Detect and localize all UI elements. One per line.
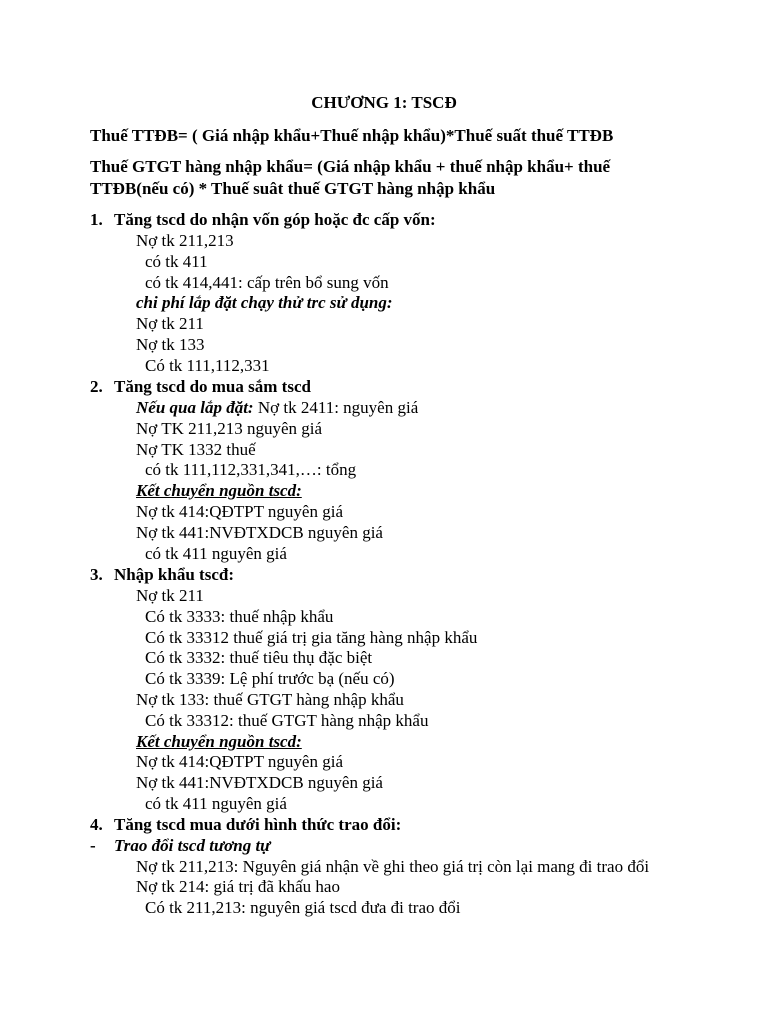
entry-line: Có tk 33312 thuế giá trị gia tăng hàng nhập khẩu — [145, 628, 478, 647]
entry-line: Nợ TK 211,213 nguyên giá — [136, 419, 323, 438]
section-heading-2 — [90, 376, 311, 397]
subheading-installation: Nếu qua lắp đặt: — [136, 398, 254, 417]
section-heading-text: Tăng tscd mua dưới hình thức trao đổi: — [114, 815, 402, 834]
section-heading-text: Tăng tscd do nhận vốn góp hoặc đc cấp vốn: — [114, 210, 436, 229]
section-number: 1. — [90, 210, 103, 229]
page-title: CHƯƠNG 1: TSCĐ — [311, 93, 457, 112]
section-heading-4 — [90, 814, 401, 835]
entry-line: Có tk 3333: thuế nhập khẩu — [145, 607, 334, 626]
section-heading-text: Tăng tscd do mua sắm tscd — [114, 377, 311, 396]
entry-line: có tk 411 — [145, 252, 208, 271]
entry-line: có tk 414,441: cấp trên bổ sung vốn — [145, 273, 389, 292]
entry-line: Nợ tk 133 — [136, 335, 205, 354]
formula-gtgt: Thuế GTGT hàng nhập khẩu= (Giá nhập khẩu + thuế nhập khẩu+ thuế TTĐB(nếu có) * Thuế suât thuế GTGT hàng nhập khẩu — [90, 157, 611, 198]
entry-line-installation — [136, 397, 418, 418]
entry-line: Nợ tk 133: thuế GTGT hàng nhập khẩu — [136, 690, 404, 709]
entry-line: Có tk 3339: Lệ phí trước bạ (nếu có) — [145, 669, 395, 688]
entry-line: Nợ tk 211 — [136, 314, 204, 333]
entry-text: Nợ tk 2411: nguyên giá — [257, 398, 419, 417]
subheading-capital-transfer: Kết chuyển nguồn tscd: — [136, 481, 302, 500]
entry-line: có tk 411 nguyên giá — [145, 544, 287, 563]
entry-line: Nợ tk 441:NVĐTXDCB nguyên giá — [136, 523, 383, 542]
entry-line: Nợ tk 211,213: Nguyên giá nhận về ghi theo giá trị còn lại mang đi trao đổi — [136, 857, 650, 876]
formula-ttdb: Thuế TTĐB= ( Giá nhập khẩu+Thuế nhập khẩu)*Thuế suất thuế TTĐB — [90, 126, 614, 145]
entry-line: có tk 411 nguyên giá — [145, 794, 287, 813]
entry-line: Nợ tk 211,213 — [136, 231, 234, 250]
section-number: 3. — [90, 565, 103, 584]
section-number: 2. — [90, 377, 103, 396]
entry-line: Có tk 3332: thuế tiêu thụ đặc biệt — [145, 648, 373, 667]
entry-line: có tk 111,112,331,341,…: tổng — [145, 460, 357, 479]
entry-line: Nợ tk 211 — [136, 586, 204, 605]
bullet-dash: - — [90, 836, 96, 855]
subheading-capital-transfer: Kết chuyển nguồn tscd: — [136, 732, 302, 751]
entry-line: Có tk 33312: thuế GTGT hàng nhập khẩu — [145, 711, 429, 730]
entry-line: Có tk 111,112,331 — [145, 356, 270, 375]
section-number: 4. — [90, 815, 103, 834]
entry-line: Có tk 211,213: nguyên giá tscd đưa đi trao đổi — [145, 898, 461, 917]
section-heading-1 — [90, 209, 436, 230]
entry-line: Nợ tk 414:QĐTPT nguyên giá — [136, 752, 343, 771]
entry-line: Nợ tk 414:QĐTPT nguyên giá — [136, 502, 343, 521]
subheading-similar-exchange: Trao đổi tscd tương tự — [114, 836, 271, 855]
section-heading-3 — [90, 564, 234, 585]
entry-line: Nợ TK 1332 thuế — [136, 440, 256, 459]
subheading-installation-cost: chi phí lắp đặt chạy thử trc sử dụng: — [136, 293, 393, 312]
entry-line: Nợ tk 441:NVĐTXDCB nguyên giá — [136, 773, 383, 792]
section-heading-text: Nhập khẩu tscđ: — [114, 565, 234, 584]
entry-line: Nợ tk 214: giá trị đã khấu hao — [136, 877, 340, 896]
